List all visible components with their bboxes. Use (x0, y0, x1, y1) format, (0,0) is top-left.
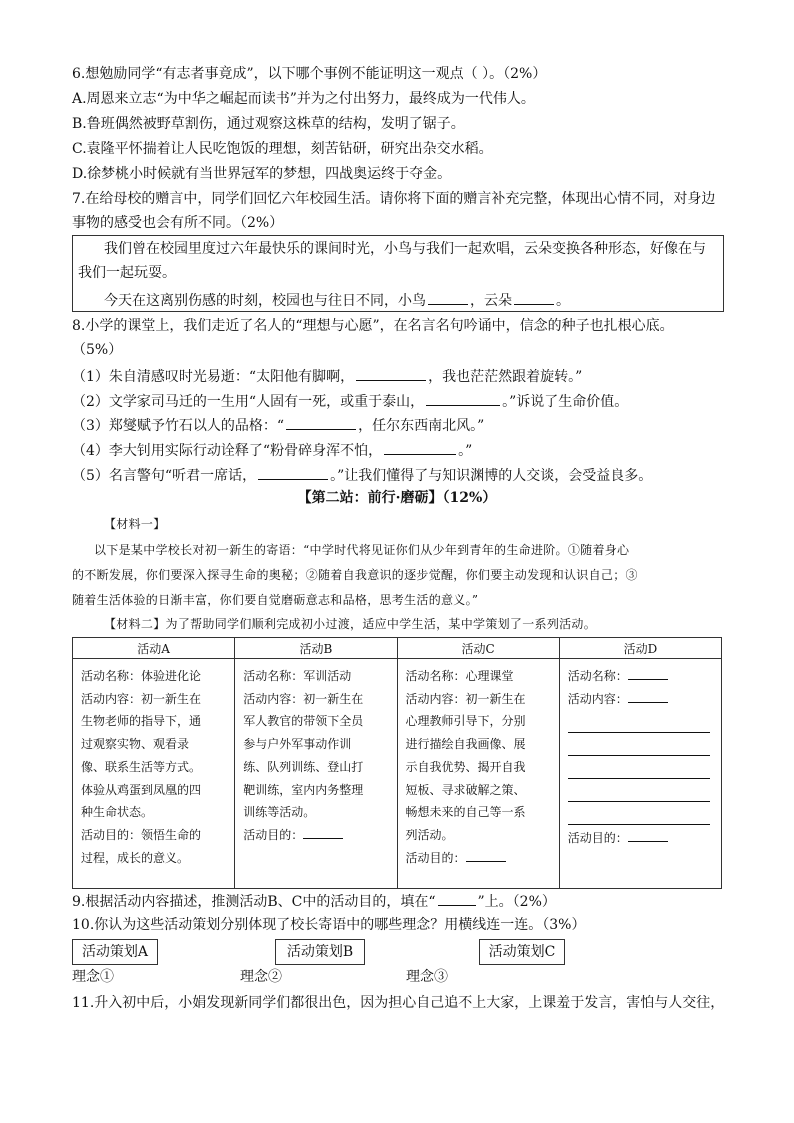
activity-b-purpose-blank[interactable] (303, 826, 343, 839)
activity-a-cell (73, 659, 235, 889)
activity-b-purpose (243, 824, 390, 847)
activity-plan-c-box[interactable]: 活动策划C (479, 939, 565, 965)
q6-option-a: A.周恩来立志“为中华之崛起而读书”并为之付出努力，最终成为一代伟人。 (72, 91, 535, 107)
q9-stem-suffix: ”上。（2%） (477, 894, 556, 910)
activity-d-purpose-label: 活动目的： (567, 831, 628, 846)
activity-b-line: 靶训练，室内内务整理 (243, 782, 364, 797)
activity-d-purpose (568, 827, 715, 850)
q8-item-1-suffix: ，我也茫茫然跟着旋转。” (428, 369, 583, 385)
q7-stem-line2: 事物的感受也会有所不同。（2%） (72, 215, 284, 231)
q8-item-1 (72, 366, 582, 386)
activity-d-name (568, 665, 715, 688)
activity-b-line: 活动名称：军训活动 (243, 669, 352, 683)
q7-box-line3-b: ，云朵 (470, 293, 512, 309)
idea-3-label[interactable]: 理念③ (406, 969, 448, 985)
material2-line (104, 615, 596, 633)
activity-a-line: 过程，成长的意义。 (81, 850, 190, 865)
material1-line3: 随着生活体验的日渐丰富，你们要自觉磨砺意志和品格，思考生活的意义。” (72, 593, 479, 607)
activity-c-purpose (406, 847, 553, 870)
q7-blank-cloud[interactable] (514, 290, 554, 305)
activity-a-line: 生物老师的指导下，通 (81, 714, 202, 729)
activity-c-line: 进行描绘自我画像、展 (405, 737, 526, 752)
activity-c-line: 心理教师引导下，分别 (405, 714, 526, 729)
q8-blank-4[interactable] (384, 440, 456, 455)
q8-item-4-prefix: （4）李大钊用实际行动诠释了“粉骨碎身浑不怕， (72, 443, 383, 459)
q8-blank-3[interactable] (286, 415, 356, 430)
activity-d-content (568, 688, 715, 711)
activity-a-line: 过观察实物、观看录 (81, 737, 190, 752)
activity-d-writing-line[interactable] (568, 710, 710, 733)
q7-blank-bird[interactable] (428, 290, 468, 305)
q8-item-3-prefix: （3）郑燮赋予竹石以人的品格：“ (72, 418, 285, 434)
q8-stem-line2: （5%） (72, 342, 123, 358)
activity-d-name-blank[interactable] (628, 667, 668, 680)
q7-box-line3 (104, 290, 570, 310)
q8-item-1-prefix: （1）朱自清感叹时光易逝：“太阳他有脚啊， (72, 369, 355, 385)
activity-b-cell (235, 659, 397, 889)
q8-item-2-suffix: 。”诉说了生命价值。 (502, 394, 629, 410)
activity-c-purpose-blank[interactable] (466, 849, 506, 862)
activity-c-line: 畅想未来的自己等一系 (405, 805, 526, 820)
activity-plan-b-box[interactable]: 活动策划B (275, 939, 365, 965)
activity-c-line: 活动名称：心理课堂 (405, 669, 514, 683)
activity-table-row (73, 659, 722, 889)
activity-d-content-blank[interactable] (628, 690, 668, 703)
activity-d-writing-line[interactable] (568, 779, 710, 802)
q11-stem: 11.升入初中后，小娟发现新同学们都很出色，因为担心自己追不上大家，上课羞于发言，害怕与人交往， (72, 995, 725, 1011)
activity-plan-a-box[interactable]: 活动策划A (72, 939, 158, 965)
activity-b-purpose-label: 活动目的： (243, 827, 304, 842)
activity-c-cell (397, 659, 559, 889)
q9-stem-prefix: 9.根据活动内容描述，推测活动B、C中的活动目的，填在“ (72, 894, 436, 910)
q10-stem: 10.你认为这些活动策划分别体现了校长寄语中的哪些理念？用横线连一连。（3%） (72, 917, 586, 933)
header-activity-c: 活动C (397, 638, 559, 659)
q7-box-line2: 我们一起玩耍。 (78, 265, 176, 281)
activity-c-purpose-label: 活动目的： (405, 850, 466, 865)
activity-d-content-label: 活动内容： (567, 691, 628, 706)
activity-c-line: 短板、寻求破解之策、 (405, 782, 526, 797)
q6-option-b: B.鲁班偶然被野草割伤，通过观察这株草的结构，发明了锯子。 (72, 116, 465, 132)
q6-option-c: C.袁隆平怀揣着让人民吃饱饭的理想，刻苦钻研，研究出杂交水稻。 (72, 141, 493, 157)
q7-box-line3-c: 。 (556, 293, 570, 309)
idea-1-label[interactable]: 理念① (72, 969, 114, 985)
header-activity-a: 活动A (73, 638, 235, 659)
q8-blank-2[interactable] (426, 391, 500, 406)
material2-title: 【材料二】 (104, 617, 166, 631)
material1-title: 【材料一】 (104, 517, 166, 531)
activity-c-line: 示自我优势、揭开自我 (405, 759, 526, 774)
section2-heading: 【第二站：前行·磨砺】（12%） (297, 490, 497, 506)
q8-blank-1[interactable] (356, 366, 426, 381)
activity-a-line: 种生命状态。 (81, 805, 154, 820)
q8-item-2 (72, 391, 628, 411)
activity-d-writing-line[interactable] (568, 733, 710, 756)
q7-box-line3-a: 今天在这离别伤感的时刻，校园也与往日不同，小鸟 (104, 293, 426, 309)
activity-table-header (73, 638, 722, 659)
activity-d-cell (559, 659, 721, 889)
activity-c-line: 活动内容：初一新生在 (405, 691, 526, 706)
q8-item-3-suffix: ，任尔东西南北风。” (358, 418, 485, 434)
header-activity-d: 活动D (559, 638, 721, 659)
activity-a-line: 活动目的：领悟生命的 (81, 827, 202, 842)
q8-item-5-suffix: 。”让我们懂得了与知识渊博的人交谈，会受益良多。 (330, 468, 653, 484)
activity-d-writing-line[interactable] (568, 756, 710, 779)
activity-a-line: 活动内容：初一新生在 (81, 691, 202, 706)
q8-item-5-prefix: （5）名言警句“听君一席话， (72, 468, 257, 484)
activity-a-line: 体验从鸡蛋到凤凰的四 (81, 782, 202, 797)
idea-2-label[interactable]: 理念② (240, 969, 282, 985)
material2-text: 为了帮助同学们顺利完成初小过渡，适应中学生活，某中学策划了一系列活动。 (165, 617, 597, 631)
q8-item-4 (72, 440, 472, 460)
q9-stem (72, 891, 556, 911)
q7-stem-line1: 7.在给母校的赠言中，同学们回忆六年校园生活。请你将下面的赠言补充完整，体现出心情不同，对身边 (72, 191, 716, 207)
material1-line1: 以下是某中学校长对初一新生的寄语：“中学时代将见证你们从少年到青年的生命进阶。①随着身心 (94, 543, 630, 557)
q6-stem: 6.想勉励同学“有志者事竟成”，以下哪个事例不能证明这一观点（ ）。（2%） (72, 66, 547, 82)
material1-line2: 的不断发展，你们要深入探寻生命的奥秘；②随着自我意识的逐步觉醒，你们要主动发现和认识自己；③ (72, 568, 638, 582)
q9-blank (438, 891, 476, 906)
activity-b-line: 练、队列训练、登山打 (243, 759, 364, 774)
activity-d-name-label: 活动名称： (567, 669, 628, 683)
activity-d-writing-line[interactable] (568, 802, 710, 825)
q8-stem-line1: 8.小学的课堂上，我们走近了名人的“理想与心愿”，在名言名句吟诵中，信念的种子也扎根心底。 (72, 318, 674, 334)
activity-c-line: 列活动。 (405, 827, 454, 842)
activity-d-purpose-blank[interactable] (628, 829, 668, 842)
activity-a-line: 活动名称：体验进化论 (81, 669, 202, 683)
activity-table (72, 637, 722, 889)
activity-a-line: 像、联系生活等方式。 (81, 759, 202, 774)
activity-b-line: 参与户外军事动作训 (243, 737, 352, 752)
q8-item-2-prefix: （2）文学家司马迁的一生用“人固有一死，或重于泰山， (72, 394, 425, 410)
q8-item-4-suffix: 。” (458, 443, 473, 459)
q7-box-line1: 我们曾在校园里度过六年最快乐的课间时光，小鸟与我们一起欢唱，云朵变换各种形态，好像在与 (104, 241, 706, 257)
activity-b-line: 活动内容：初一新生在 (243, 691, 364, 706)
q8-blank-5[interactable] (258, 465, 328, 480)
q6-option-d: D.徐梦桃小时候就有当世界冠军的梦想，四战奥运终于夺金。 (72, 166, 452, 182)
q8-item-5 (72, 465, 652, 485)
activity-b-line: 训练等活动。 (243, 805, 316, 820)
header-activity-b: 活动B (235, 638, 397, 659)
q8-item-3 (72, 415, 484, 435)
activity-b-line: 军人教官的带领下全员 (243, 714, 364, 729)
